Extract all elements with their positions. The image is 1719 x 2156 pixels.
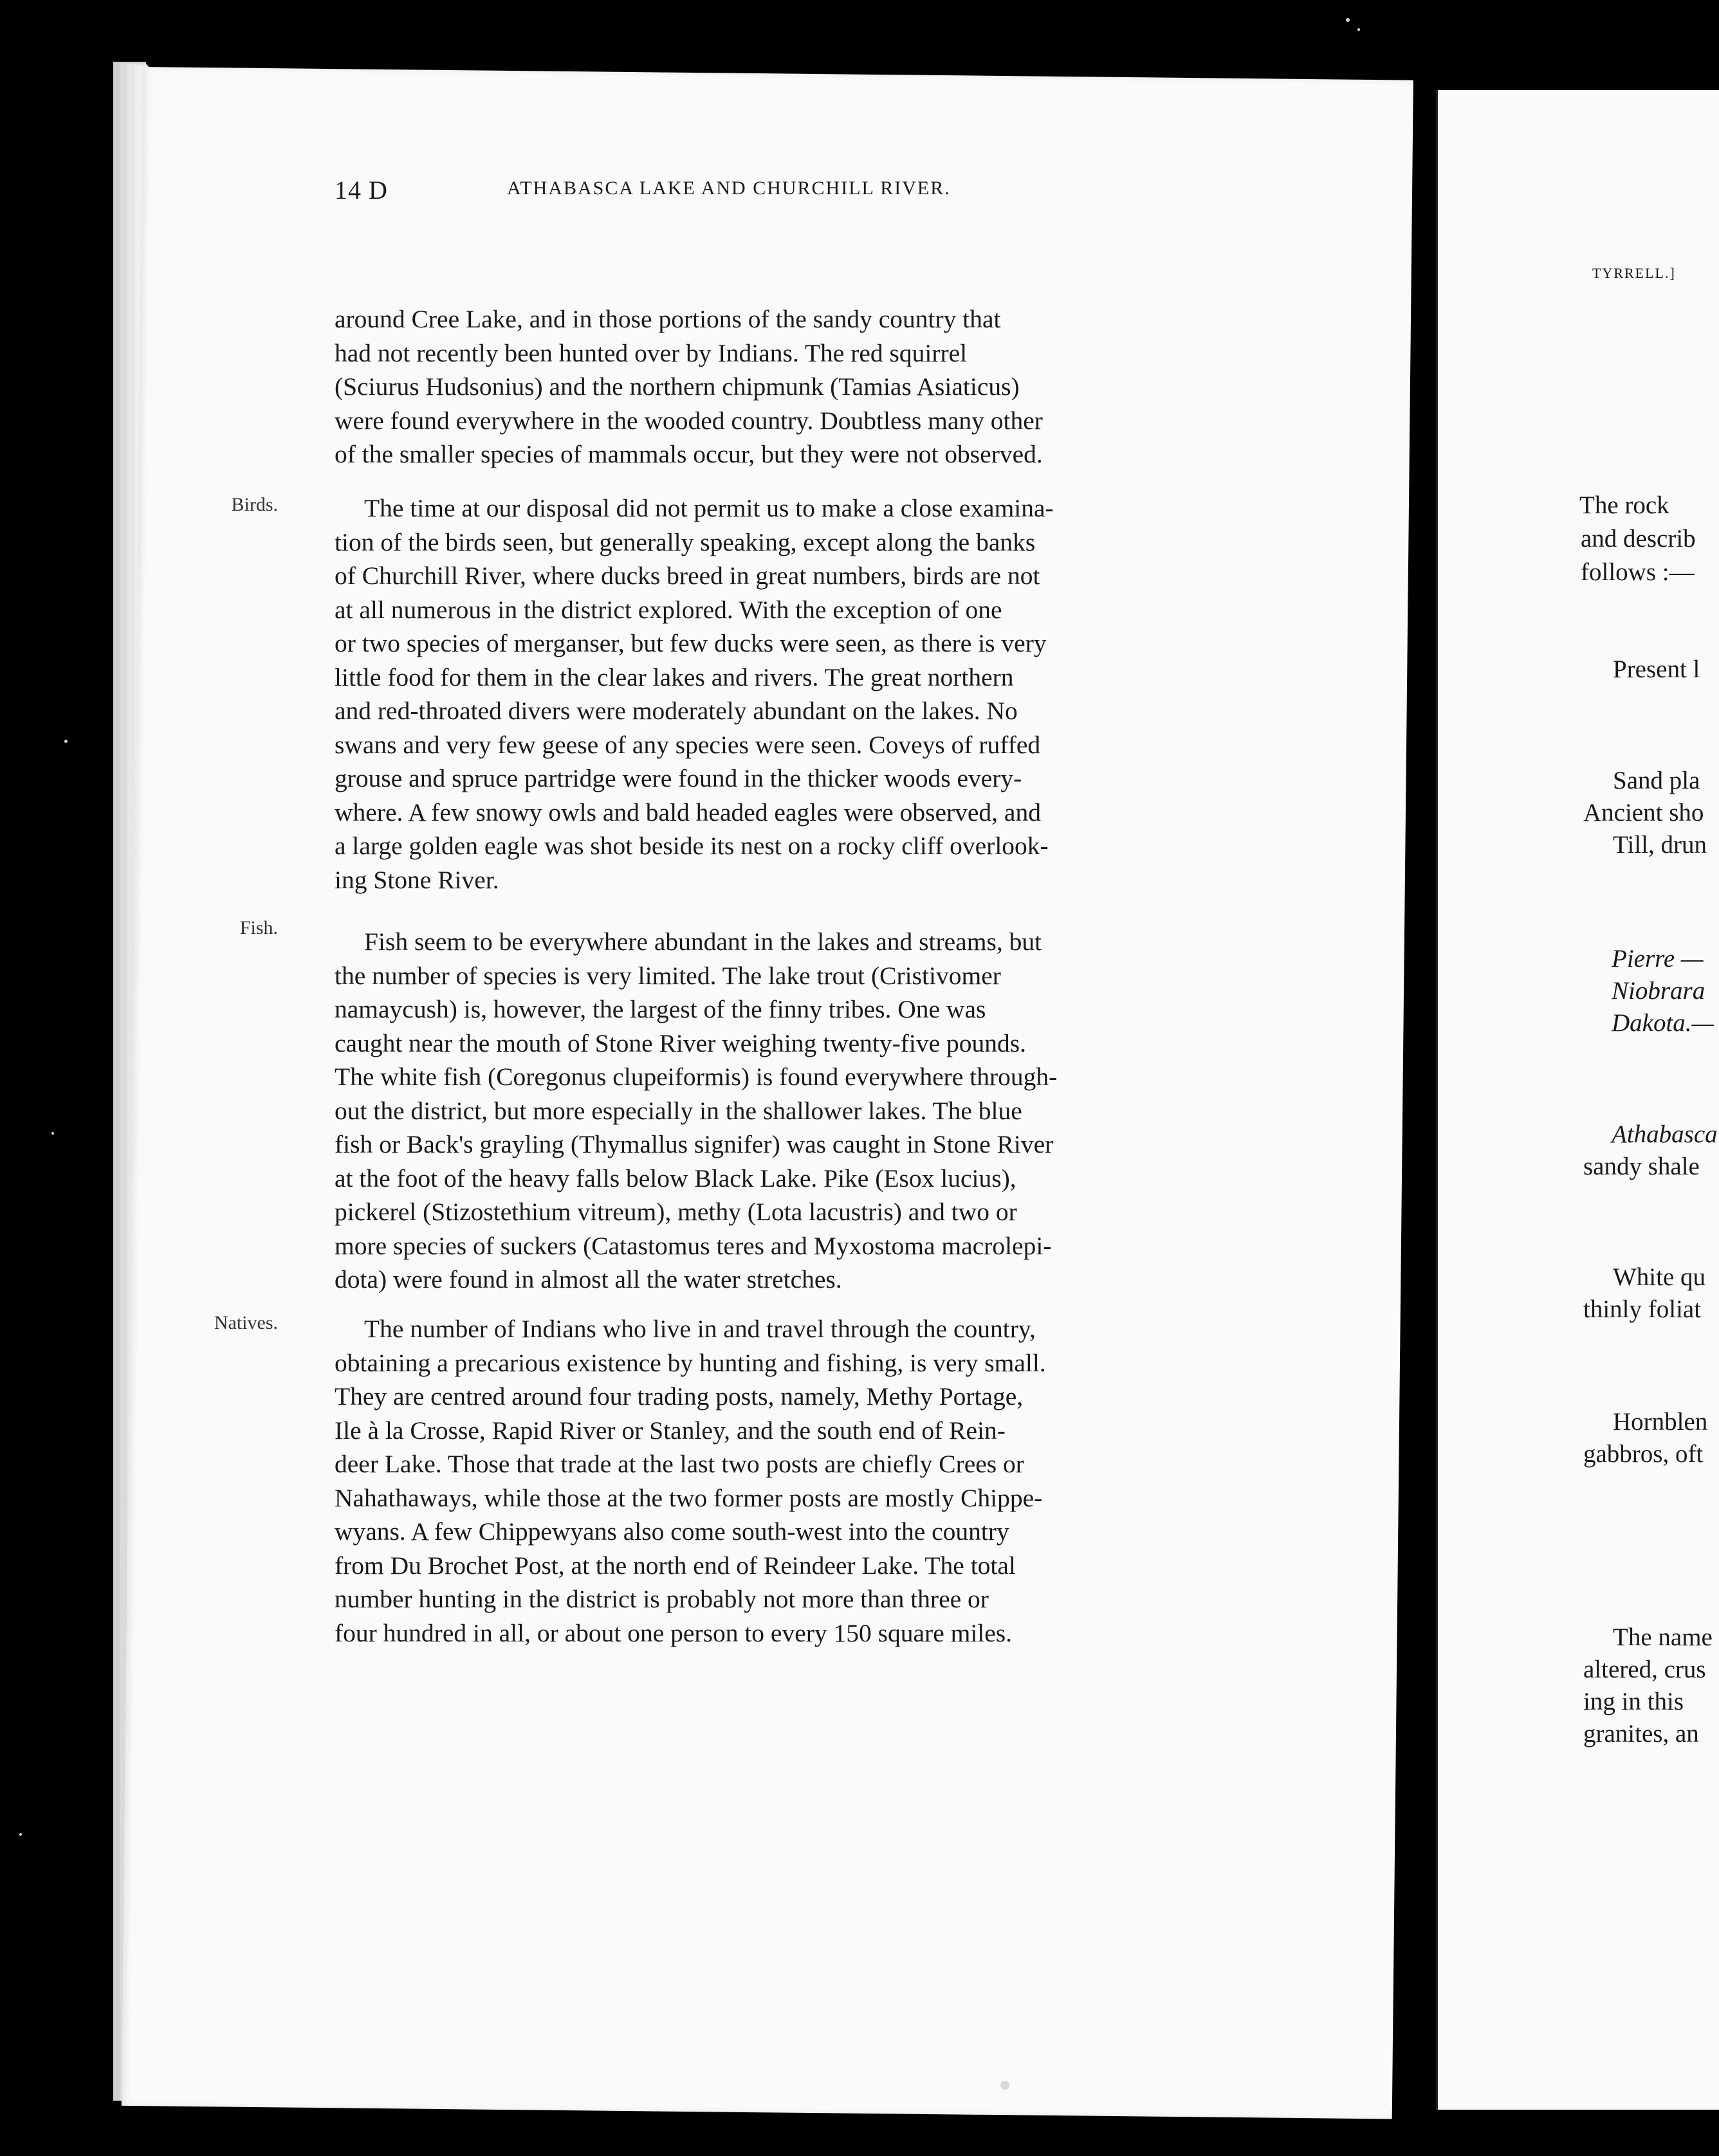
right-text-fragment: Athabasca — [1612, 1120, 1718, 1148]
text-line: ing Stone River. — [335, 865, 499, 894]
text-line: caught near the mouth of Stone River weighing twenty-five pounds. — [335, 1028, 1027, 1057]
text-line: Fish seem to be everywhere abundant in the lakes and streams, but — [364, 927, 1042, 956]
text-line: namaycush) is, however, the largest of the finny tribes. One was — [335, 995, 986, 1023]
dust-speck — [1346, 18, 1350, 22]
text-line: pickerel (Stizostethium vitreum), methy (Lota lacustris) and two or — [335, 1198, 1017, 1226]
right-text-fragment: The name — [1613, 1623, 1713, 1651]
text-line: out the district, but more especially in the shallower lakes. The blue — [335, 1096, 1022, 1125]
right-text-fragment: sandy shale — [1583, 1153, 1700, 1180]
text-line: of Churchill River, where ducks breed in great numbers, birds are not — [335, 562, 1040, 590]
marginal-note-birds: Birds. — [231, 494, 278, 515]
text-line: a large golden eagle was shot beside its nest on a rocky cliff overlook- — [335, 832, 1049, 860]
marginal-note-fish: Fish. — [239, 917, 278, 938]
text-line: The time at our disposal did not permit us to make a close examina- — [364, 494, 1054, 522]
right-text-fragment: Sand pla — [1613, 767, 1700, 794]
text-line: deer Lake. Those that trade at the last two posts are chiefly Crees or — [335, 1450, 1024, 1478]
text-line: were found everywhere in the wooded country. Doubtless many other — [335, 406, 1043, 435]
text-line: tion of the birds seen, but generally speaking, except along the banks — [335, 527, 1036, 556]
dust-speck — [19, 1833, 22, 1836]
text-line: at the foot of the heavy falls below Black Lake. Pike (Esox lucius), — [335, 1164, 1016, 1192]
right-text-fragment: The rock — [1579, 491, 1669, 519]
text-line: wyans. A few Chippewyans also come south-west into the country — [335, 1517, 1009, 1546]
paragraph-natives — [335, 1312, 1273, 1650]
text-line: Nahathaways, while those at the two former posts are mostly Chippe- — [335, 1483, 1043, 1512]
text-line: and red-throated divers were moderately abundant on the lakes. No — [335, 697, 1018, 725]
text-line: or two species of merganser, but few ducks were seen, as there is very — [335, 629, 1047, 657]
text-line: little food for them in the clear lakes and rivers. The great northern — [335, 662, 1014, 691]
paragraph-birds — [335, 491, 1273, 897]
text-line: The white fish (Coregonus clupeiformis) is found everywhere through- — [335, 1063, 1058, 1091]
right-text-fragment: Pierre — — [1612, 945, 1704, 973]
running-head — [335, 175, 1267, 214]
right-text-fragment: White qu — [1613, 1263, 1706, 1291]
page-number: 14 D — [335, 176, 388, 205]
dust-speck — [64, 740, 68, 743]
paragraph-mammals — [335, 302, 1273, 471]
right-text-fragment: Hornblen — [1613, 1408, 1708, 1436]
text-line: at all numerous in the district explored. With the exception of one — [335, 595, 1002, 624]
paragraph-fish — [335, 925, 1273, 1297]
right-text-fragment: Ancient sho — [1583, 799, 1704, 827]
right-text-fragment: Dakota.— — [1612, 1009, 1714, 1037]
right-text-fragment: and describ — [1581, 525, 1696, 553]
text-line: Ile à la Crosse, Rapid River or Stanley, and the south end of Rein- — [335, 1416, 1006, 1445]
dust-speck — [1357, 28, 1360, 31]
text-line: grouse and spruce partridge were found in the thicker woods every- — [335, 764, 1022, 792]
text-line: obtaining a precarious existence by hunting and fishing, is very small. — [335, 1348, 1046, 1377]
right-text-fragment: granites, an — [1583, 1720, 1699, 1748]
right-text-fragment: thinly foliat — [1583, 1295, 1702, 1323]
text-line: from Du Brochet Post, at the north end of Reindeer Lake. The total — [335, 1551, 1016, 1580]
text-line: The number of Indians who live in and travel through the country, — [364, 1315, 1036, 1343]
right-page — [1436, 90, 1719, 2110]
right-text-fragment: ing in this — [1583, 1688, 1684, 1715]
right-running-head: TYRRELL.] — [1592, 265, 1676, 281]
text-line: fish or Back's grayling (Thymallus signifer) was caught in Stone River — [335, 1130, 1054, 1158]
text-line: four hundred in all, or about one person to every 150 square miles. — [335, 1618, 1013, 1647]
text-line: the number of species is very limited. The lake trout (Cristivomer — [335, 961, 1001, 990]
right-text-fragment: altered, crus — [1583, 1656, 1706, 1683]
right-text-fragment: Niobrara — [1612, 977, 1705, 1005]
dust-speck — [1000, 2081, 1009, 2090]
right-text-fragment: Present l — [1613, 655, 1700, 683]
text-line: where. A few snowy owls and bald headed eagles were observed, and — [335, 798, 1041, 827]
text-line: number hunting in the district is probably not more than three or — [335, 1585, 989, 1613]
right-text-fragment: follows :— — [1581, 558, 1695, 586]
dust-speck — [51, 1132, 54, 1135]
text-line: had not recently been hunted over by Indians. The red squirrel — [335, 338, 968, 367]
text-line: They are centred around four trading posts, namely, Methy Portage, — [335, 1382, 1024, 1411]
text-line: around Cree Lake, and in those portions of the sandy country that — [335, 305, 1001, 333]
text-line: dota) were found in almost all the water stretches. — [335, 1265, 842, 1293]
text-line: swans and very few geese of any species were seen. Coveys of ruffed — [335, 730, 1041, 759]
running-head-title: ATHABASCA LAKE AND CHURCHILL RIVER. — [507, 178, 951, 199]
marginal-note-natives: Natives. — [214, 1312, 278, 1333]
right-text-fragment: gabbros, oft — [1583, 1440, 1704, 1468]
text-line: more species of suckers (Catastomus teres and Myxostoma macrolepi- — [335, 1231, 1052, 1260]
text-line: of the smaller species of mammals occur, but they were not observed. — [335, 440, 1043, 468]
right-text-fragment: Till, drun — [1613, 831, 1707, 859]
text-line: (Sciurus Hudsonius) and the northern chipmunk (Tamias Asiaticus) — [335, 372, 1020, 401]
